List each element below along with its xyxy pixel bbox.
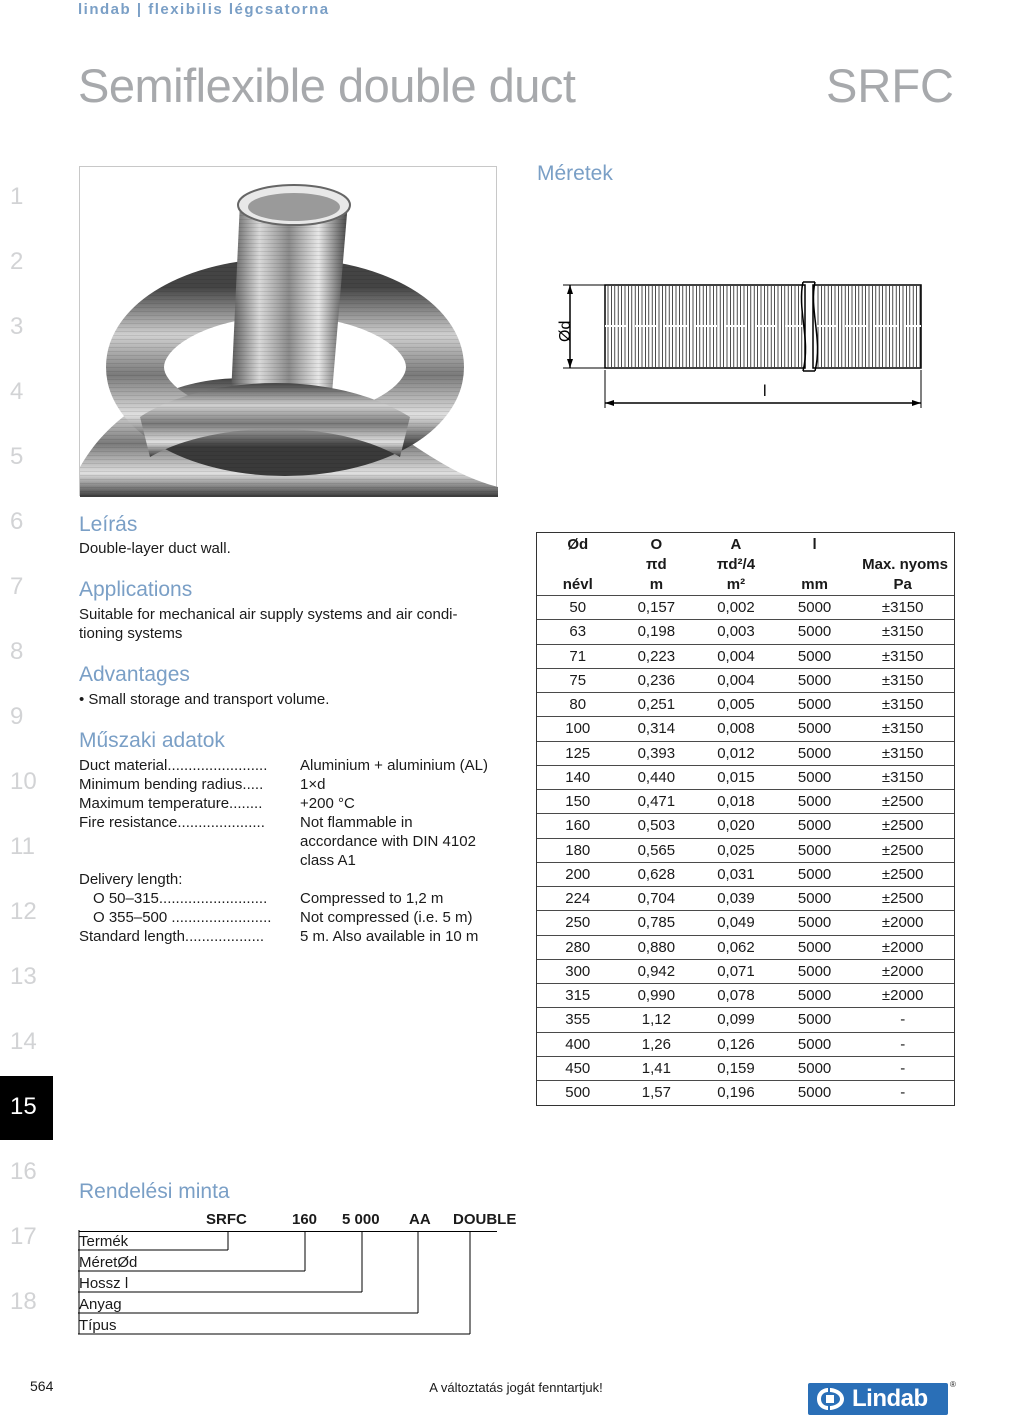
col-unit-nominal: névl <box>562 576 593 593</box>
spec-label: Standard length................... <box>79 928 265 945</box>
table-cell: 400 <box>537 1032 619 1056</box>
col-unit-mm: mm <box>801 576 828 593</box>
spec-list <box>79 756 499 946</box>
table-cell: 0,251 <box>619 693 695 717</box>
table-cell: 5000 <box>778 693 852 717</box>
spec-value: 5 m. Also available in 10 m <box>300 928 479 945</box>
table-row <box>537 790 954 814</box>
table-cell: 0,005 <box>694 693 778 717</box>
advantages-heading: Advantages <box>79 663 190 686</box>
col-subheader-area-formula: πd²/4 <box>716 556 756 573</box>
chapter-tab-label: 9 <box>10 703 24 730</box>
table-cell: 1,26 <box>619 1032 695 1056</box>
order-item-type: DOUBLE <box>453 1211 517 1228</box>
chapter-tab-5[interactable] <box>0 426 53 491</box>
table-cell: ±2500 <box>851 887 954 911</box>
chapter-tab-label: 14 <box>10 1028 37 1055</box>
chapter-tab-18[interactable] <box>0 1271 53 1336</box>
col-header-area: A <box>730 536 742 553</box>
table-cell: 0,880 <box>619 935 695 959</box>
chapter-tab-label: 10 <box>10 768 37 795</box>
table-cell: - <box>851 1056 954 1080</box>
chapter-tab-4[interactable] <box>0 361 53 426</box>
table-cell: 1,41 <box>619 1056 695 1080</box>
table-row <box>537 741 954 765</box>
chapter-tab-15[interactable] <box>0 1076 53 1141</box>
advantages-item: • Small storage and transport volume. <box>79 691 330 708</box>
applications-text-2: tioning systems <box>79 625 183 642</box>
table-cell: 0,015 <box>694 765 778 789</box>
footer-notice: A változtatás jogát fenntartjuk! <box>429 1380 603 1395</box>
table-cell: 0,314 <box>619 717 695 741</box>
table-cell: 63 <box>537 620 619 644</box>
table-cell: 50 <box>537 596 619 620</box>
chapter-tab-8[interactable] <box>0 621 53 686</box>
table-cell: 450 <box>537 1056 619 1080</box>
spec-value: Aluminium + aluminium (AL) <box>300 757 488 774</box>
table-cell: 5000 <box>778 644 852 668</box>
header-breadcrumb: lindab | flexibilis légcsatorna <box>78 1 330 18</box>
table-cell: ±2000 <box>851 935 954 959</box>
col-unit-m: m <box>649 576 664 593</box>
table-row <box>537 838 954 862</box>
table-cell: 5000 <box>778 1008 852 1032</box>
chapter-tab-11[interactable] <box>0 816 53 881</box>
table-cell: 0,628 <box>619 862 695 886</box>
logo-mark-icon <box>814 1386 848 1412</box>
table-cell: 5000 <box>778 1032 852 1056</box>
table-row <box>537 887 954 911</box>
table-cell: 315 <box>537 984 619 1008</box>
table-cell: 224 <box>537 887 619 911</box>
order-item-length: 5 000 <box>342 1211 380 1228</box>
order-label-type: Típus <box>79 1317 117 1334</box>
table-row <box>537 717 954 741</box>
table-cell: 5000 <box>778 790 852 814</box>
table-cell: 0,031 <box>694 862 778 886</box>
table-row <box>537 620 954 644</box>
chapter-tab-label: 2 <box>10 248 24 275</box>
table-row <box>537 668 954 692</box>
chapter-tab-2[interactable] <box>0 231 53 296</box>
table-row <box>537 814 954 838</box>
table-cell: ±3150 <box>851 717 954 741</box>
product-photo <box>79 166 497 496</box>
chapter-tab-label: 15 <box>10 1093 37 1120</box>
spec-label: Duct material........................ <box>79 757 268 774</box>
table-row <box>537 862 954 886</box>
spec-row <box>79 908 499 927</box>
table-cell: 280 <box>537 935 619 959</box>
order-connector-lines <box>78 1228 498 1340</box>
col-header-empty <box>851 533 954 555</box>
spec-value: Not compressed (i.e. 5 m) <box>300 909 473 926</box>
table-row <box>537 644 954 668</box>
table-cell: ±2000 <box>851 984 954 1008</box>
col-subheader-perimeter-formula: πd <box>646 556 667 573</box>
table-cell: 1,12 <box>619 1008 695 1032</box>
table-cell: 0,785 <box>619 911 695 935</box>
table-cell: 5000 <box>778 596 852 620</box>
chapter-tab-label: 4 <box>10 378 24 405</box>
table-cell: 0,126 <box>694 1032 778 1056</box>
table-cell: 5000 <box>778 814 852 838</box>
table-cell: 0,704 <box>619 887 695 911</box>
chapter-tab-label: 16 <box>10 1158 37 1185</box>
chapter-tab-label: 13 <box>10 963 37 990</box>
chapter-tab-label: 18 <box>10 1288 37 1315</box>
order-label-length: Hossz l <box>79 1275 129 1292</box>
spec-value: class A1 <box>300 852 356 869</box>
table-cell: 0,990 <box>619 984 695 1008</box>
table-row <box>537 596 954 620</box>
table-cell: 0,049 <box>694 911 778 935</box>
table-cell: 71 <box>537 644 619 668</box>
table-cell: 5000 <box>778 1056 852 1080</box>
table-cell: 0,020 <box>694 814 778 838</box>
dimensions-table <box>536 532 955 1106</box>
table-cell: 0,008 <box>694 717 778 741</box>
table-row <box>537 984 954 1008</box>
order-label-diameter: MéretØd <box>79 1254 138 1271</box>
chapter-tab-3[interactable] <box>0 296 53 361</box>
col-subheader-3 <box>778 555 852 575</box>
length-label: l <box>763 383 767 400</box>
table-cell: 0,002 <box>694 596 778 620</box>
table-cell: 5000 <box>778 1081 852 1105</box>
table-cell: - <box>851 1008 954 1032</box>
applications-text-1: Suitable for mechanical air supply systems and air condi- <box>79 606 458 623</box>
table-cell: 355 <box>537 1008 619 1032</box>
spec-label <box>79 832 300 851</box>
page-number: 564 <box>30 1378 54 1394</box>
table-header-row-3 <box>537 575 954 596</box>
table-cell: 300 <box>537 959 619 983</box>
table-cell: 0,039 <box>694 887 778 911</box>
spec-row <box>79 927 499 946</box>
table-cell: ±3150 <box>851 644 954 668</box>
table-cell: - <box>851 1032 954 1056</box>
logo-text: Lindab <box>852 1385 928 1412</box>
chapter-tab-label: 3 <box>10 313 24 340</box>
chapter-tab-7[interactable] <box>0 556 53 621</box>
col-subheader-max-pressure: Max. nyoms <box>862 556 948 573</box>
table-cell: ±3150 <box>851 596 954 620</box>
table-cell: 200 <box>537 862 619 886</box>
table-cell: 0,018 <box>694 790 778 814</box>
table-cell: 0,004 <box>694 668 778 692</box>
table-cell: 75 <box>537 668 619 692</box>
spec-value: Compressed to 1,2 m <box>300 890 444 907</box>
table-cell: 0,393 <box>619 741 695 765</box>
table-cell: 5000 <box>778 862 852 886</box>
table-cell: 0,003 <box>694 620 778 644</box>
dimensions-heading: Méretek <box>537 162 613 185</box>
spec-label: Maximum temperature........ <box>79 795 263 812</box>
table-cell: 5000 <box>778 984 852 1008</box>
col-subheader-0 <box>537 555 619 575</box>
spec-row <box>79 756 499 775</box>
table-cell: 5000 <box>778 959 852 983</box>
chapter-tab-6[interactable] <box>0 491 53 556</box>
table-cell: ±2500 <box>851 838 954 862</box>
spec-row <box>79 813 499 832</box>
table-cell: 0,012 <box>694 741 778 765</box>
applications-heading: Applications <box>79 578 193 601</box>
spec-label: O 50–315.......................... <box>93 890 268 907</box>
table-cell: 0,196 <box>694 1081 778 1105</box>
table-row <box>537 1032 954 1056</box>
table-cell: 80 <box>537 693 619 717</box>
spec-label: Delivery length: <box>79 871 183 888</box>
table-cell: ±2000 <box>851 959 954 983</box>
chapter-tab-10[interactable] <box>0 751 53 816</box>
table-cell: 125 <box>537 741 619 765</box>
table-cell: 0,236 <box>619 668 695 692</box>
chapter-tab-label: 11 <box>10 833 35 860</box>
table-cell: 5000 <box>778 935 852 959</box>
spec-row <box>79 775 499 794</box>
chapter-tab-label: 5 <box>10 443 24 470</box>
spec-value: +200 °C <box>300 795 355 812</box>
table-cell: 5000 <box>778 668 852 692</box>
table-cell: 5000 <box>778 911 852 935</box>
table-cell: 100 <box>537 717 619 741</box>
spec-row <box>79 851 499 870</box>
spec-row <box>79 889 499 908</box>
leiras-heading: Leírás <box>79 513 138 536</box>
chapter-tab-14[interactable] <box>0 1011 53 1076</box>
table-cell: ±2500 <box>851 814 954 838</box>
table-cell: ±3150 <box>851 693 954 717</box>
table-cell: 150 <box>537 790 619 814</box>
order-item-product: SRFC <box>206 1211 247 1228</box>
order-item-diameter: 160 <box>292 1211 318 1228</box>
col-header-diameter: Ød <box>567 536 589 553</box>
table-row <box>537 911 954 935</box>
chapter-tab-9[interactable] <box>0 686 53 751</box>
chapter-tabs <box>0 166 53 1336</box>
leiras-text: Double-layer duct wall. <box>79 540 231 557</box>
table-cell: 500 <box>537 1081 619 1105</box>
order-labels <box>79 1231 137 1336</box>
chapter-tab-label: 12 <box>10 898 37 925</box>
table-cell: 0,099 <box>694 1008 778 1032</box>
table-cell: ±3150 <box>851 620 954 644</box>
table-cell: 160 <box>537 814 619 838</box>
chapter-tab-1[interactable] <box>0 166 53 231</box>
chapter-tab-label: 1 <box>10 183 24 210</box>
table-cell: 5000 <box>778 765 852 789</box>
table-header-row-1 <box>537 533 954 555</box>
chapter-tab-label: 17 <box>10 1223 37 1250</box>
spec-value: Not flammable in <box>300 814 413 831</box>
spec-value: accordance with DIN 4102 <box>300 833 476 850</box>
table-cell: 180 <box>537 838 619 862</box>
spec-row <box>79 832 499 851</box>
order-item-material: AA <box>409 1211 431 1228</box>
table-row <box>537 693 954 717</box>
table-cell: ±2500 <box>851 790 954 814</box>
chapter-tab-label: 6 <box>10 508 24 535</box>
table-cell: 0,503 <box>619 814 695 838</box>
order-label-material: Anyag <box>79 1296 122 1313</box>
table-cell: 5000 <box>778 620 852 644</box>
table-cell: 5000 <box>778 887 852 911</box>
table-cell: ±2500 <box>851 862 954 886</box>
lindab-logo <box>808 1383 948 1415</box>
knotted-duct-illustration <box>80 167 498 497</box>
spec-label: O 355–500 ........................ <box>93 909 272 926</box>
order-example-heading: Rendelési minta <box>79 1180 230 1203</box>
table-cell: 0,071 <box>694 959 778 983</box>
table-cell: ±2000 <box>851 911 954 935</box>
spec-value <box>300 870 499 889</box>
registered-mark: ® <box>950 1380 956 1389</box>
table-row <box>537 1081 954 1105</box>
col-unit-pa: Pa <box>893 576 912 593</box>
table-cell: 0,157 <box>619 596 695 620</box>
diameter-label: Ød <box>557 320 574 342</box>
col-unit-m2: m² <box>726 576 746 593</box>
table-cell: 0,223 <box>619 644 695 668</box>
spec-label <box>79 851 300 870</box>
table-cell: 1,57 <box>619 1081 695 1105</box>
col-header-perimeter: O <box>650 536 663 553</box>
spec-row <box>79 794 499 813</box>
chapter-tab-label: 8 <box>10 638 24 665</box>
table-cell: ±3150 <box>851 765 954 789</box>
table-cell: 0,159 <box>694 1056 778 1080</box>
chapter-tab-17[interactable] <box>0 1206 53 1271</box>
table-cell: 5000 <box>778 717 852 741</box>
table-cell: 0,004 <box>694 644 778 668</box>
spec-label: Minimum bending radius..... <box>79 776 264 793</box>
spec-value: 1×d <box>300 776 326 793</box>
chapter-tab-16[interactable] <box>0 1141 53 1206</box>
table-row <box>537 935 954 959</box>
table-cell: 0,471 <box>619 790 695 814</box>
table-cell: ±3150 <box>851 668 954 692</box>
col-header-length: l <box>812 536 817 553</box>
table-cell: 0,198 <box>619 620 695 644</box>
technical-data-heading: Műszaki adatok <box>79 729 225 752</box>
table-header-row-2 <box>537 555 954 575</box>
chapter-tab-13[interactable] <box>0 946 53 1011</box>
table-cell: 5000 <box>778 741 852 765</box>
table-cell: 0,025 <box>694 838 778 862</box>
chapter-tab-label: 7 <box>10 573 24 600</box>
order-label-product: Termék <box>79 1233 129 1250</box>
table-row <box>537 959 954 983</box>
table-cell: 5000 <box>778 838 852 862</box>
table-row <box>537 1056 954 1080</box>
table-cell: 0,565 <box>619 838 695 862</box>
product-code: SRFC <box>826 59 954 112</box>
table-cell: 140 <box>537 765 619 789</box>
table-row <box>537 765 954 789</box>
page-title: Semiflexible double duct <box>78 59 576 112</box>
table-cell: 0,078 <box>694 984 778 1008</box>
table-cell: ±3150 <box>851 741 954 765</box>
table-cell: 0,440 <box>619 765 695 789</box>
table-cell: 0,942 <box>619 959 695 983</box>
chapter-tab-12[interactable] <box>0 881 53 946</box>
table-cell: - <box>851 1081 954 1105</box>
spec-label: Fire resistance..................... <box>79 814 265 831</box>
table-cell: 0,062 <box>694 935 778 959</box>
spec-row <box>79 870 499 889</box>
table-cell: 250 <box>537 911 619 935</box>
table-row <box>537 1008 954 1032</box>
duct-dimension-diagram <box>545 270 935 415</box>
